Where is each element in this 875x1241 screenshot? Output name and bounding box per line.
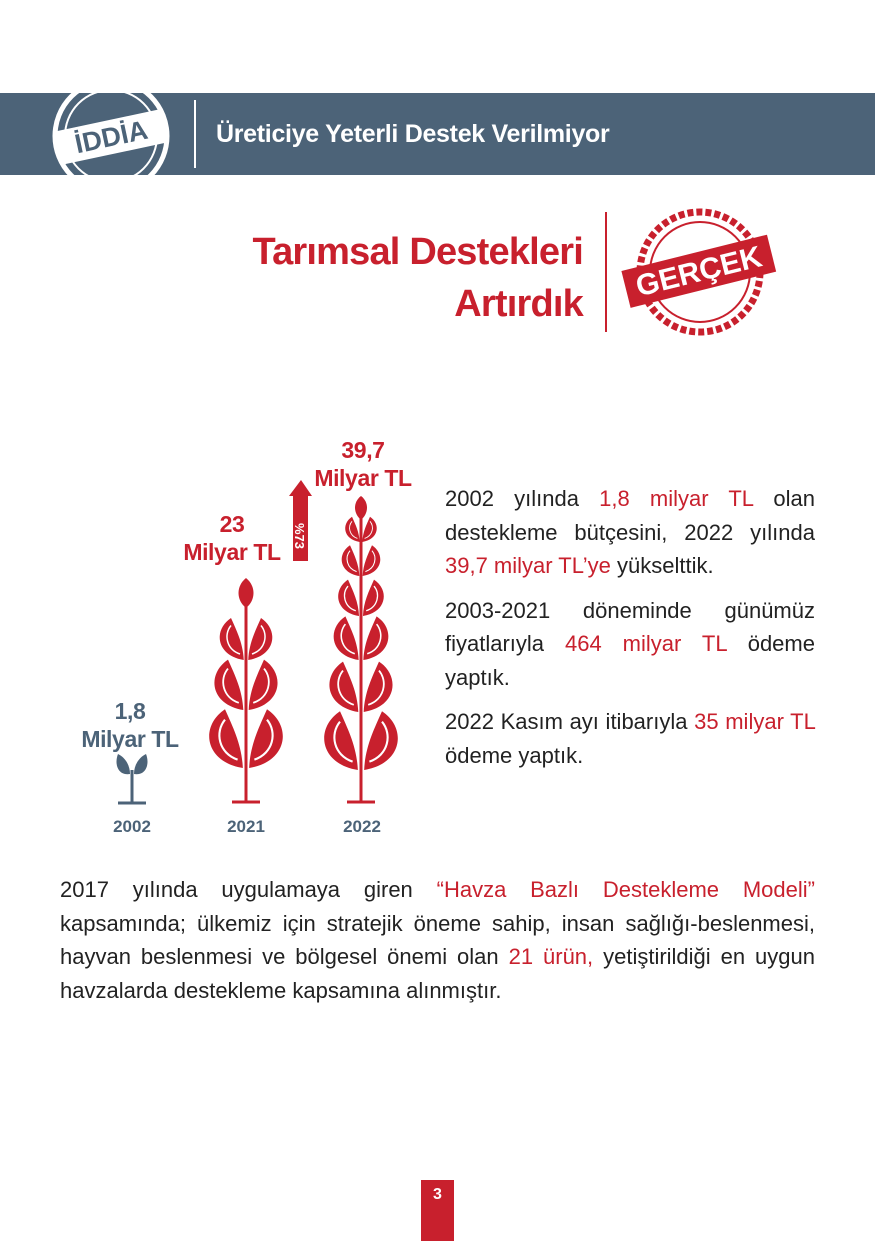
text-run: kapsamında; ülkemiz için stratejik öneme sahip, insan sağlığı-beslenmesi, hayvan beslenmesi ve bölgesel önemi olan — [60, 910, 815, 969]
text-run: ödeme yaptık. — [445, 742, 584, 768]
header-title: Üreticiye Yeterli Destek Verilmiyor — [216, 120, 610, 148]
gercek-stamp — [618, 200, 778, 345]
gercek-stamp-text: GERÇEK — [632, 240, 766, 304]
value-number: 1,8 — [114, 698, 146, 724]
text-run: 2003-2021 döneminde günümüz fiyatlarıyla — [445, 597, 815, 656]
value-unit: Milyar TL — [81, 726, 179, 752]
value-number: 23 — [219, 511, 245, 537]
value-label-2002 — [80, 697, 180, 753]
fact-paragraph — [445, 594, 815, 695]
text-run: 2002 yılında — [445, 486, 600, 511]
highlight-product-count: 21 ürün, — [508, 944, 594, 969]
wheat-plant-icon — [209, 578, 283, 802]
iddia-stamp-text: İDDİA — [72, 114, 151, 160]
page-number: 3 — [421, 1180, 454, 1241]
sprout-icon — [117, 754, 148, 803]
year-label-2021: 2021 — [227, 817, 265, 836]
text-run: yetiştirildiği en uygun havzalarda destekleme kapsamına alınmıştır. — [60, 944, 815, 1003]
headline-line-2: Artırdık — [454, 283, 583, 325]
value-unit: Milyar TL — [314, 465, 412, 491]
fact-paragraph — [445, 482, 815, 583]
value-label-2022 — [303, 436, 423, 492]
highlight-model-name: “Havza Bazlı Destekleme Modeli” — [436, 877, 815, 902]
value-label-2021 — [172, 510, 292, 566]
highlight-amount: 39,7 milyar TL’ye — [445, 553, 611, 578]
value-number: 39,7 — [341, 437, 385, 463]
text-run: olan destekleme bütçesini, 2022 yılında — [445, 486, 815, 545]
text-run: yükselttik. — [610, 553, 714, 578]
value-unit: Milyar TL — [183, 539, 281, 565]
text-run: ödeme yaptık. — [445, 631, 815, 690]
year-label-2002: 2002 — [113, 817, 151, 836]
headline-line-1: Tarımsal Destekleri — [252, 231, 583, 273]
support-facts — [445, 482, 815, 783]
text-run: 2022 Kasım ayı itibarıyla — [445, 709, 695, 734]
headline-divider — [605, 212, 607, 332]
fact-paragraph — [445, 705, 815, 772]
wheat-plant-icon — [324, 496, 398, 802]
highlight-amount: 35 milyar TL — [694, 709, 815, 734]
year-label-2022: 2022 — [343, 817, 381, 836]
increase-percentage: %73 — [292, 522, 308, 550]
page-headline — [252, 226, 583, 330]
iddia-stamp — [44, 72, 178, 200]
highlight-amount: 1,8 milyar TL — [599, 486, 754, 511]
highlight-amount: 464 milyar TL — [565, 631, 727, 656]
body-paragraph — [60, 873, 815, 1007]
text-run: 2017 yılında uygulamaya giren — [60, 877, 437, 902]
header-divider — [194, 100, 196, 168]
